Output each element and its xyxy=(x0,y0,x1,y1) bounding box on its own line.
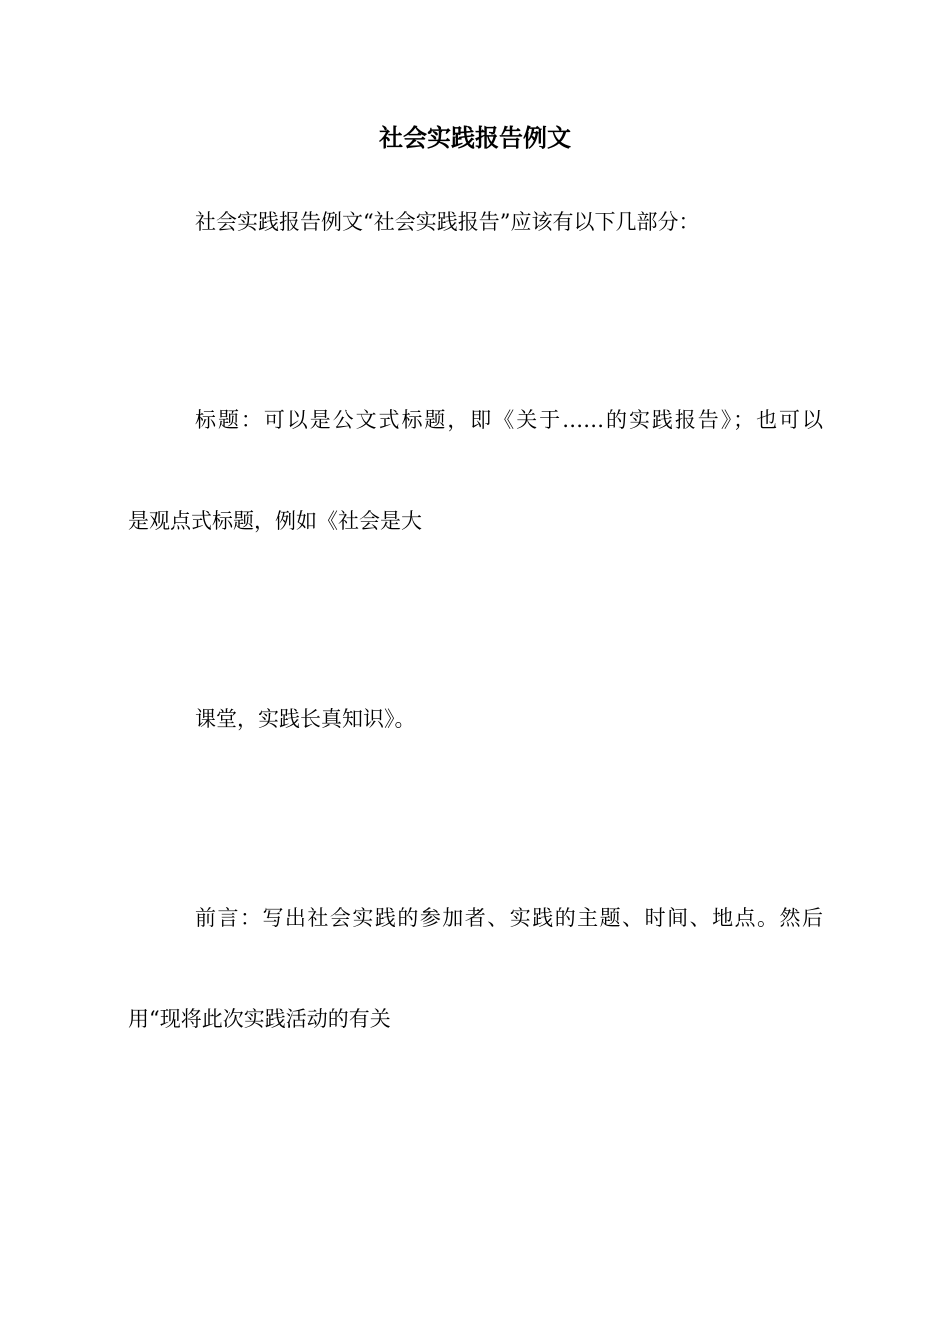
document-title: 社会实践报告例文 xyxy=(379,124,571,152)
paragraph-title-line-2: 是观点式标题，例如《社会是大 xyxy=(128,509,422,533)
paragraph-intro-line-1: 社会实践报告例文“社会实践报告”应该有以下几部分： xyxy=(195,210,700,234)
paragraph-preface-line-1: 前言：写出社会实践的参加者、实践的主题、时间、地点。然后 xyxy=(195,906,823,930)
paragraph-title-line-1: 标题：可以是公文式标题，即《关于……的实践报告》；也可以 xyxy=(195,408,823,432)
paragraph-preface-line-2: 用“现将此次实践活动的有关 xyxy=(128,1007,391,1031)
paragraph-title-continuation-line-1: 课堂，实践长真知识》。 xyxy=(195,707,416,731)
